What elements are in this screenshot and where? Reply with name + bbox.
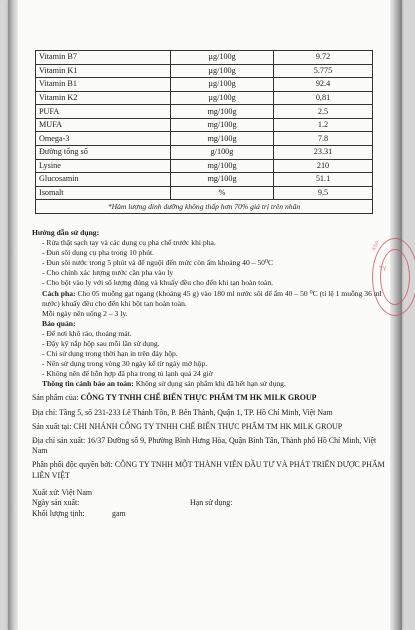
origin: Xuất xứ: Việt Nam (32, 487, 92, 497)
nutrient-value: 7.8 (274, 132, 373, 146)
nutrition-note-row (36, 200, 373, 214)
nutrient-value: 1.2 (274, 118, 373, 132)
nutrition-row (36, 159, 373, 173)
safety-warning (32, 379, 388, 389)
usage-step: - Cho chính xác lượng nước cần pha vào ly (42, 268, 174, 278)
nutrient-name: MUFA (36, 118, 171, 132)
nutrition-row (36, 118, 373, 132)
nutrient-name: Vitamin B7 (36, 51, 171, 65)
storage-item: - Chỉ sử dụng trong thời hạn in trên đáy hộp. (42, 349, 178, 359)
nutrition-row (36, 51, 373, 65)
company-stamp-inner-ring (380, 249, 410, 305)
nutrition-row (36, 186, 373, 200)
nutrition-table (35, 50, 373, 214)
storage-item: - Để nơi khô ráo, thoáng mát. (42, 328, 132, 338)
nutrient-value: 5.775 (274, 64, 373, 78)
expiry-date: Hạn sử dụng: (190, 498, 233, 508)
manufactured-at: Sản xuất tại: CHI NHÁNH CÔNG TY TNHH CHẾ BIẾN THỰC PHẨM TM HK MILK GROUP (32, 421, 343, 431)
nutrient-name: Isomalt (36, 186, 171, 200)
nutrient-unit: µg/100g (171, 51, 274, 65)
mixing-instructions (32, 289, 388, 309)
nutrient-value: 51.1 (274, 173, 373, 187)
nutrient-value: 2.5 (274, 105, 373, 119)
safety-warning-label: Thông tin cảnh báo an toàn: (42, 379, 134, 389)
storage-item: - Không nên để hỗn hợp đã pha trong tủ lạnh quá 24 giờ (42, 369, 213, 379)
product-of-label: Sản phẩm của: (32, 393, 81, 403)
usage-step: - Cho bột vào ly với số lượng đúng và khuấy đều cho đến khi tan hoàn toàn. (42, 278, 274, 288)
nutrient-value: 210 (274, 159, 373, 173)
nutrition-row (36, 64, 373, 78)
nutrient-name: Vitamin K2 (36, 91, 171, 105)
nutrient-value: 92.4 (274, 78, 373, 92)
nutrient-unit: mg/100g (171, 132, 274, 146)
nutrient-value: 0,81 (274, 91, 373, 105)
nutrient-value: 23.31 (274, 146, 373, 160)
company-stamp-text: TY (379, 267, 387, 273)
company-info (32, 393, 388, 481)
nutrient-name: Vitamin K1 (36, 64, 171, 78)
nutrient-unit: µg/100g (171, 64, 274, 78)
storage-item: - Đậy kỹ nắp hộp sau mỗi lần sử dụng. (42, 338, 160, 348)
safety-warning-text: Không sử dụng sản phẩm khi đã hết hạn sử dụng. (133, 379, 286, 389)
nutrient-unit: µg/100g (171, 78, 274, 92)
factory-address: Địa chỉ sản xuất: 16/37 Đường số 9, Phường Bình Hưng Hòa, Quận Bình Tân, Thành phố Hồ Chí Minh, Việt Nam (32, 435, 377, 456)
dates-row (32, 498, 388, 509)
nutrient-unit: µg/100g (171, 91, 274, 105)
document-page (8, 0, 402, 630)
nutrition-row (36, 78, 373, 92)
company-stamp-arc-text: KSP (370, 240, 382, 252)
document-content (32, 50, 388, 519)
net-weight: Khối lượng tịnh: (32, 508, 85, 518)
nutrition-row (36, 132, 373, 146)
page-edge-left (8, 0, 18, 630)
nutrient-unit: mg/100g (171, 105, 274, 119)
nutrient-unit: mg/100g (171, 118, 274, 132)
origin-row (32, 488, 388, 499)
product-footer (32, 488, 388, 520)
storage-heading: Bảo quản: (42, 318, 76, 328)
product-of (32, 393, 388, 404)
usage-instructions (32, 228, 388, 390)
weight-row (32, 509, 388, 520)
mixing-label: Cách pha: (42, 288, 76, 298)
nutrient-value: 9.72 (274, 51, 373, 65)
nutrition-row (36, 146, 373, 160)
usage-step: - Đun sôi nước trong 5 phút và để nguội đến mức còn ấm khoảng 40 – 50⁰C (42, 258, 274, 268)
usage-heading: Hướng dẫn sử dụng: (32, 227, 100, 237)
product-of-company: CÔNG TY TNHH CHẾ BIẾN THỰC PHẨM TM HK MILK GROUP (80, 393, 317, 403)
nutrient-value: 9.5 (274, 186, 373, 200)
nutrient-name: Omega-3 (36, 132, 171, 146)
nutrition-row (36, 173, 373, 187)
nutrient-name: Lysine (36, 159, 171, 173)
nutrient-unit: g/100g (171, 146, 274, 160)
nutrition-note: *Hàm lượng dinh dưỡng không thấp hơn 70% giá trị trên nhãn (36, 200, 373, 214)
distributor: Phân phối độc quyền bởi: CÔNG TY TNHH MỘT THÀNH VIÊN ĐẦU TƯ VÀ PHÁT TRIỂN DƯỢC PHẨM LIÊN VIỆT (32, 460, 385, 480)
manufacture-date: Ngày sản xuất: (32, 498, 80, 508)
nutrient-unit: mg/100g (171, 159, 274, 173)
nutrient-name: Glucosamin (36, 173, 171, 187)
usage-step: - Đun sôi dụng cụ pha trong 10 phút. (42, 248, 154, 258)
mixing-text: Cho 05 muỗng gạt ngang (khoảng 45 g) vào 180 ml nước sôi để ấm 40 – 50 ⁰C (tỉ lệ 1 muỗng 36 ml nước) khuấy đều cho đến khi bột tan hoàn toàn. (42, 288, 382, 308)
nutrition-row (36, 105, 373, 119)
net-weight-unit: gam (112, 508, 126, 518)
nutrient-name: PUFA (36, 105, 171, 119)
nutrient-unit: mg/100g (171, 173, 274, 187)
company-address: Địa chỉ: Tầng 5, số 231-233 Lê Thánh Tôn, P. Bến Thành, Quận 1, TP. Hồ Chí Minh, Việt Nam (32, 407, 333, 417)
nutrient-name: Vitamin B1 (36, 78, 171, 92)
nutrient-name: Đường tổng số (36, 146, 171, 160)
daily-dose: Mỗi ngày nên uống 2 – 3 ly. (42, 308, 128, 318)
usage-step: - Rửa thật sạch tay và các dụng cụ pha chế trước khi pha. (42, 238, 216, 248)
nutrient-unit: % (171, 186, 274, 200)
storage-item: - Nên sử dụng trong vòng 30 ngày kể từ ngày mở hộp. (42, 359, 208, 369)
nutrition-row (36, 91, 373, 105)
company-stamp (372, 238, 415, 316)
